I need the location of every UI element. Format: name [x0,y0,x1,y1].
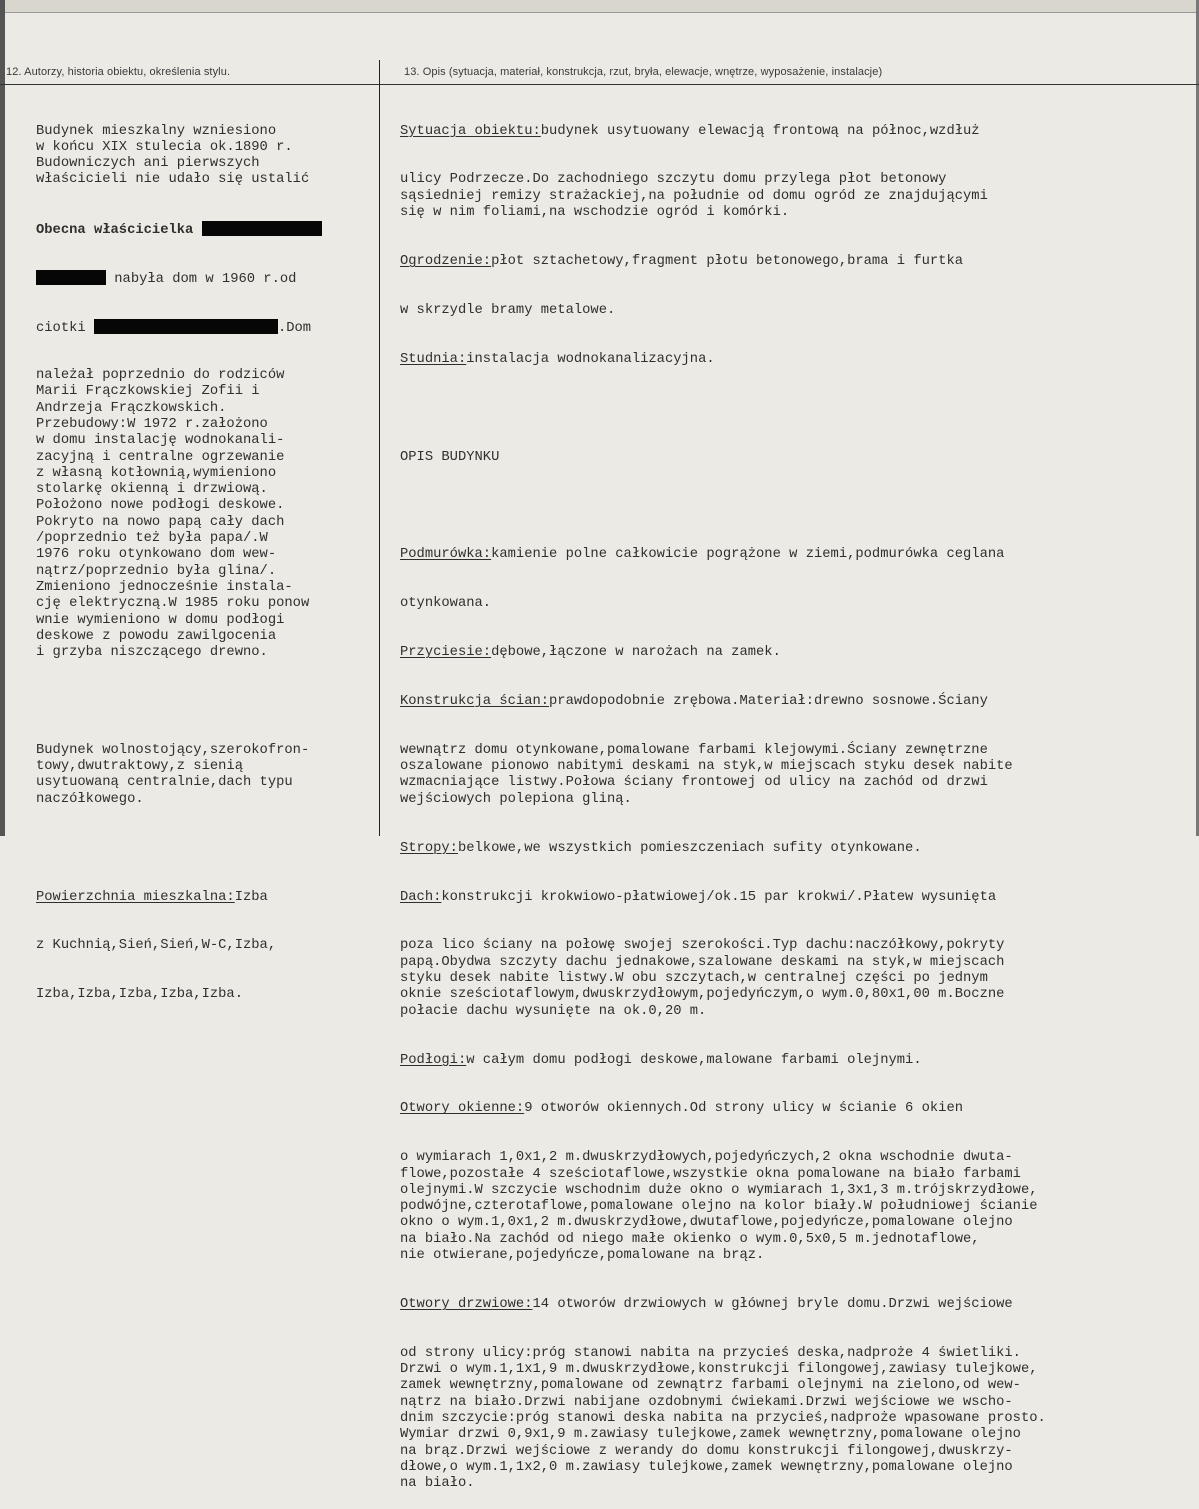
text-line: olejnymi.W szczycie wschodnim duże okno o wymiarach 1,3x1,3 m.trójskrzydłowe, [400,1182,1038,1198]
text-line: nątrz/poprzednio była glina/. [36,563,277,579]
section-13-header: 13. Opis (sytuacja, materiał, konstrukcja, rzut, bryła, elewacje, wnętrze, wyposażenie, instalacje) [404,66,883,78]
column-divider [379,60,380,836]
text-line: właścicieli nie udało się ustalić [36,172,310,188]
konstrukcja-line: Konstrukcja ścian:prawdopodobnie zrębowa.Materiał:drewno sosnowe.Ściany [400,693,988,709]
text-line: od strony ulicy:próg stanowi nabita na przycieś deska,nadproże 4 świetliki. [400,1345,1021,1361]
konstrukcja-text [400,743,1190,808]
text-line: i grzyba niszczącego drewno. [36,645,268,661]
text-line: cję elektryczną.W 1985 roku ponow [36,596,310,612]
owner-line-1 [36,221,374,237]
podmurowka-line: Podmurówka:kamienie polne całkowicie pogrążone w ziemi,podmurówka ceglana [400,547,1005,563]
konstrukcja-label: Konstrukcja ścian: [400,693,550,709]
text-line: Przebudowy:W 1972 r.założono [36,416,268,432]
okna-label: Otwory okienne: [400,1101,525,1117]
ogrodzenie-label: Ogrodzenie: [400,253,492,269]
text-line: zamek wewnętrzny,pomalowane od zewnątrz farbami olejnymi na zielono,od wew- [400,1378,1021,1394]
text-line: poza lico ściany na połowę swojej szerokości.Typ dachu:naczółkowy,pokryty [400,938,1005,954]
text-line: Drzwi o wym.1,1x1,9 m.dwuskrzydłowe,konstrukcji filongowej,zawiasy tulejkowe, [400,1362,1038,1378]
drzwi-text [400,1346,1190,1493]
redacted-name [36,270,106,285]
area-line-1: Powierzchnia mieszkalna:Izba [36,889,268,905]
text-line: wewnątrz domu otynkowane,pomalowane farbami klejowymi.Ściany zewnętrzne [400,742,988,758]
text-line: zacyjną i centralne ogrzewanie [36,449,285,465]
text-line: nątrz na biało.Drzwi nabijane ozdobnymi ćwiekami.Drzwi wejściowe we wscho- [400,1394,1013,1410]
sytuacja-line: Sytuacja obiektu:budynek usytuowany elewacją frontową na północ,wzdłuż [400,123,980,139]
text-line: Budynek wolnostojący,szerokofron- [36,742,310,758]
text-line: wejściowych polepiona gliną. [400,791,632,807]
text-line: Zmieniono jednocześnie instala- [36,579,293,595]
text-line: nie otwierane,pojedyńcze,pomalowane na brąz. [400,1248,765,1264]
text-line: oknie sześciotaflowym,dwuskrzydłowym,pojedyńczym,o wym.0,80x1,00 m.Boczne [400,987,1005,1003]
scan-top-edge [0,0,1199,13]
header-rule [0,84,1199,85]
text-line: Położono nowe podłogi deskowe. [36,498,285,514]
text-line: o wymiarach 1,0x1,2 m.dwuskrzydłowych,pojedyńczych,2 okna wschodnie dwuta- [400,1150,1013,1166]
owner-line-3: ciotki .Dom [36,321,312,337]
stropy-label: Stropy: [400,840,458,856]
stropy-line: Stropy:belkowe,we wszystkich pomieszczeniach sufity otynkowane. [400,840,922,856]
owner-label: Obecna właścicielka [36,223,194,239]
drzwi-label: Otwory drzwiowe: [400,1296,533,1312]
redacted-name [94,319,278,334]
text-line: połacie dachu wysunięte na ok.0,20 m. [400,1003,707,1019]
text-line: styku desek nabite listwy.W obu szczytach,w centralnej części po jednym [400,971,988,987]
text-line: Budynek mieszkalny wzniesiono [36,123,277,139]
text-line: usytuowaną centralnie,dach typu [36,775,293,791]
sytuacja-text [400,172,1190,221]
drzwi-line: Otwory drzwiowe:14 otworów drzwiowych w głównej bryle domu.Drzwi wejściowe [400,1296,1013,1312]
history-body [36,368,374,661]
text-line: Pokryto na nowo papą cały dach [36,514,285,530]
ogrodzenie-line: Ogrodzenie:płot sztachetowy,fragment płotu betonowego,brama i furtka [400,253,964,269]
okna-text [400,1150,1190,1264]
history-column [36,91,374,1020]
studnia-label: Studnia: [400,351,467,367]
opis-budynku-title: OPIS BUDYNKU [400,449,500,465]
text-line: dnim szczycie:próg stanowi deska nabita na przycieś,nadproże wpasowane prosto. [400,1411,1046,1427]
ogrodzenie-line-2: w skrzydle bramy metalowe. [400,302,616,318]
text-line: podwójne,czterotaflowe,pomalowane olejno na kolor biały.W południowej ścianie [400,1199,1038,1215]
text-line: dłowe,o wym.1,1x2,0 m.zawiasy tulejkowe,zamek wewnętrzny,pomalowane olejno [400,1459,1013,1475]
dach-line: Dach:konstrukcji krokwiowo-płatwiowej/ok.15 par krokwi/.Płatew wysunięta [400,889,997,905]
dach-text [400,938,1190,1019]
text-line: oszalowane pionowo nabitymi deskami na styk,w miejscach styku desek nabite [400,759,1013,775]
text-line: z własną kotłownią,wymieniono [36,465,277,481]
text-line: 1976 roku otynkowano dom wew- [36,547,277,563]
area-line-2: z Kuchnią,Sień,Sień,W-C,Izba, [36,938,277,954]
podlogi-label: Podłogi: [400,1052,467,1068]
przycies-line: Przyciesie:dębowe,łączone w narożach na zamek. [400,645,781,661]
building-type-paragraph [36,743,374,808]
text-line: się w nim foliami,na wschodzie ogród i komórki. [400,205,790,221]
text-line: wnie wymieniono w domu podłogi [36,612,285,628]
redacted-name [202,221,322,236]
scan-left-edge [0,0,5,836]
text-line: stolarkę okienną i drzwiową. [36,482,268,498]
text-line: Budowniczych ani pierwszych [36,156,260,172]
podmurowka-label: Podmurówka: [400,547,492,563]
history-intro [36,124,374,189]
text-line: na brąz.Drzwi wejściowe z werandy do domu konstrukcji filongowej,dwuskrzy- [400,1443,1013,1459]
text-line: naczółkowego. [36,791,144,807]
text-line: na biało.Na zachód od niego małe okienko o wym.0,5x0,5 m.jednotaflowe, [400,1231,980,1247]
text-line: w domu instalację wodnokanali- [36,433,285,449]
section-12-header: 12. Autorzy, historia obiektu, określenia stylu. [6,66,231,78]
text-line: należał poprzednio do rodziców [36,368,285,384]
area-line-3: Izba,Izba,Izba,Izba,Izba. [36,987,243,1003]
podlogi-line: Podłogi:w całym domu podłogi deskowe,malowane farbami olejnymi. [400,1052,922,1068]
text-line: wzmacniające listwy.Połowa ściany frontowej od ulicy na zachód od drzwi [400,775,988,791]
text-line: /poprzednio też była papa/.W [36,531,268,547]
text-line: Andrzeja Frączkowskich. [36,400,227,416]
studnia-line: Studnia:instalacja wodnokanalizacyjna. [400,351,715,367]
text-line: deskowe z powodu zawilgocenia [36,628,277,644]
owner-line-2: nabyła dom w 1960 r.od [36,270,374,286]
text-line: flowe,pozostałe 4 sześciotaflowe,wszystkie okna pomalowane na biało farbami [400,1166,1021,1182]
okna-line: Otwory okienne:9 otworów okiennych.Od strony ulicy w ścianie 6 okien [400,1101,964,1117]
description-column [400,91,1190,1509]
sytuacja-label: Sytuacja obiektu: [400,123,541,139]
podmurowka-line-2: otynkowana. [400,596,492,612]
text-line: Wymiar drzwi 0,9x1,9 m.zawiasy tulejkowe,zamek wewnętrzny,pomalowane olejno [400,1427,1021,1443]
text-line: ulicy Podrzecze.Do zachodniego szczytu domu przylega płot betonowy [400,172,947,188]
text-line: w końcu XIX stulecia ok.1890 r. [36,139,293,155]
text-line: okno o wym.1,0x1,2 m.dwuskrzydłowe,dwutaflowe,pojedyńcze,pomalowane olejno [400,1215,1013,1231]
przycies-label: Przyciesie: [400,645,492,661]
text-line: Marii Frączkowskiej Zofii i [36,384,260,400]
text-line: papą.Obydwa szczyty dachu jednakowe,szalowane deskami na styk,w miejscach [400,954,1005,970]
text-line: na biało. [400,1476,475,1492]
text-line: sąsiedniej remizy strażackiej,na południe od domu ogród ze znajdującymi [400,188,988,204]
text-line: towy,dwutraktowy,z sienią [36,759,243,775]
dach-label: Dach: [400,889,442,905]
area-label: Powierzchnia mieszkalna: [36,889,235,905]
